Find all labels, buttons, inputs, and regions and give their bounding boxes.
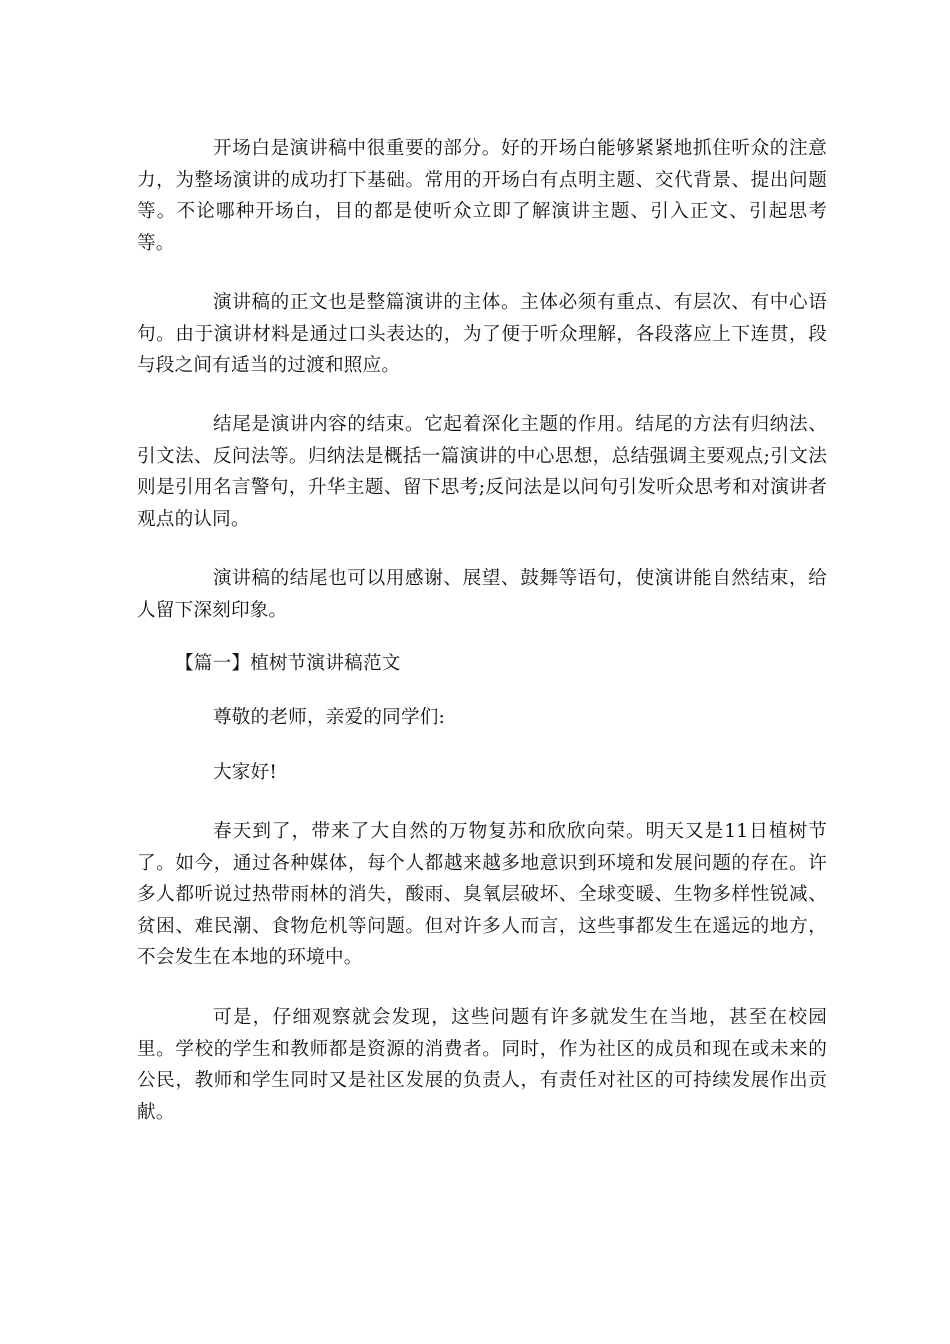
salutation: 尊敬的老师，亲爱的同学们: [213, 707, 445, 728]
paragraph-main-body: 演讲稿的正文也是整篇演讲的主体。主体必须有重点、有层次、有中心语句。由于演讲材料是通过口头表达的，为了便于听众理解，各段落应上下连贯，段与段之间有适当的过渡和照应。 [137, 292, 827, 376]
greeting: 大家好! [213, 762, 278, 783]
paragraph-opening-remarks: 开场白是演讲稿中很重要的部分。好的开场白能够紧紧地抓住听众的注意力，为整场演讲的成功打下基础。常用的开场白有点明主题、交代背景、提出问题等。不论哪种开场白，目的都是使听众立即了解演讲主题、引入正文、引起思考等。 [137, 138, 827, 254]
paragraph-conclusion-phrases: 演讲稿的结尾也可以用感谢、展望、鼓舞等语句，使演讲能自然结束，给人留下深刻印象。 [137, 568, 827, 621]
section-title: 【篇一】植树节演讲稿范文 [175, 653, 401, 674]
paragraph-campus-issues: 可是，仔细观察就会发现，这些问题有许多就发生在当地，甚至在校园里。学校的学生和教师都是资源的消费者。同时，作为社区的成员和现在或未来的公民，教师和学生同时又是社区发展的负责人，有责任对社区的可持续发展作出贡献。 [137, 1007, 827, 1123]
paragraph-arbor-day-intro: 春天到了，带来了大自然的万物复苏和欣欣向荣。明天又是11日植树节了。如今，通过各种媒体，每个人都越来越多地意识到环境和发展问题的存在。许多人都听说过热带雨林的消失，酸雨、臭氧层破坏、全球变暖、生物多样性锐减、贫困、难民潮、食物危机等问题。但对许多人而言，这些事都发生在遥远的地方，不会发生在本地的环境中。 [137, 821, 827, 968]
paragraph-conclusion-methods: 结尾是演讲内容的结束。它起着深化主题的作用。结尾的方法有归纳法、引文法、反问法等。归纳法是概括一篇演讲的中心思想，总结强调主要观点;引文法则是引用名言警句，升华主题、留下思考;反问法是以问句引发听众思考和对演讲者观点的认同。 [137, 414, 827, 530]
